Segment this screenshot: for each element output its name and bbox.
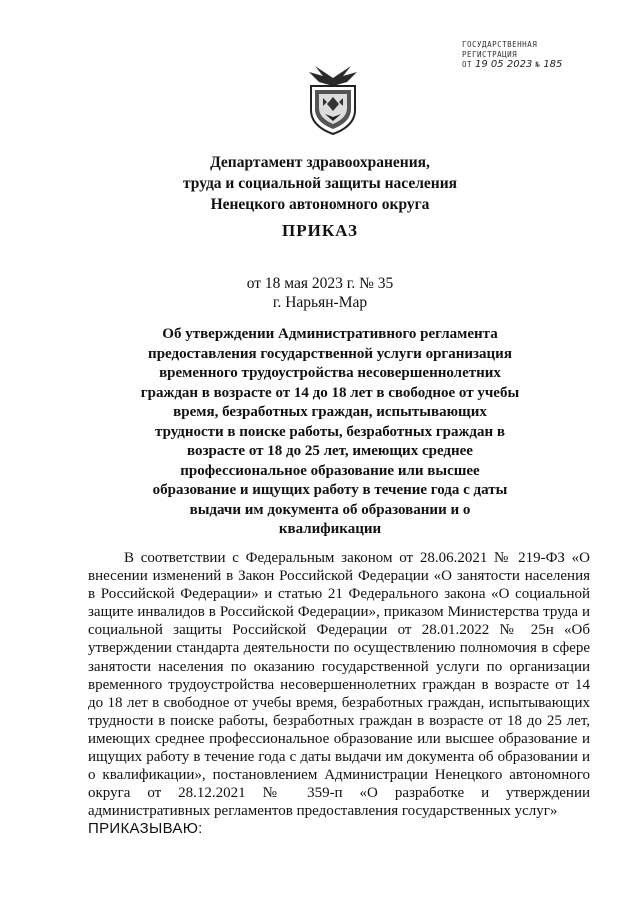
department-line-1: Департамент здравоохранения, [210,154,430,171]
registration-stamp [462,40,622,70]
registration-number: 185 [543,59,563,70]
order-date: от 18 мая 2023 г. № 35 [246,275,394,292]
registration-stamp-line1: ГОСУДАРСТВЕННАЯ [462,40,538,49]
order-body [88,549,590,839]
order-directive: ПРИКАЗЫВАЮ: [88,820,203,838]
body-paragraph: В соответствии с Федеральным законом от 28.06.2021 № 219-ФЗ «О внесении изменений в Закон Российской Федерации «О занятости населения в Российской Федерации» и статью 21 Федерального закона «О социальной защите инвалидов в Российской Федерации», приказом Министерства труда и социальной защиты Российской Федерации от 28.01.2022 № 25н «Об утверждении стандарта деятельности по осуществлению полномочия в сфере занятости населения по оказанию государственной услуги по организации временного трудоустройства несовершеннолетних граждан в возрасте от 14 до 18 лет в свободное от учебы время, безработных граждан, испытывающих трудности в поиске работы, безработных граждан в возрасте от 18 до 25 лет, имеющих среднее профессиональное образование или высшее образование и ищущих работу в течение года с даты выдачи им документа об образовании и о квалификации», постановлением Администрации Ненецкого автономного округа от 28.12.2021 № 359-п «О разработке и утверждении административных регламентов предоставления государственных услуг» [88,550,590,820]
department-name [0,152,640,215]
registration-stamp-line2: РЕГИСТРАЦИЯ [462,50,518,59]
order-header [0,274,640,312]
registration-prefix: ОТ [462,60,473,69]
registration-date: 19 05 2023 [475,59,533,70]
order-title: ПРИКАЗ [282,221,358,240]
order-subject: Об утверждении Административного регламента предоставления государственной услуги организация временного трудоустройства несовершеннолетних граждан в возрасте от 14 до 18 лет в свободное от учебы время, безработных граждан, испытывающих трудности в поиске работы, безработных граждан в возрасте от 18 до 25 лет, имеющих среднее профессиональное образование или высшее образование и ищущих работу в течение года с даты выдачи им документа об образовании и о квалификации [140,326,520,537]
order-place: г. Нарьян-Мар [272,294,368,311]
department-line-3: Ненецкого автономного округа [210,196,430,213]
department-line-2: труда и социальной защиты населения [182,175,458,192]
registration-number-sign: № [535,60,541,69]
registration-stamp-line3 [462,60,622,70]
nenets-coat-of-arms-icon [305,64,361,136]
